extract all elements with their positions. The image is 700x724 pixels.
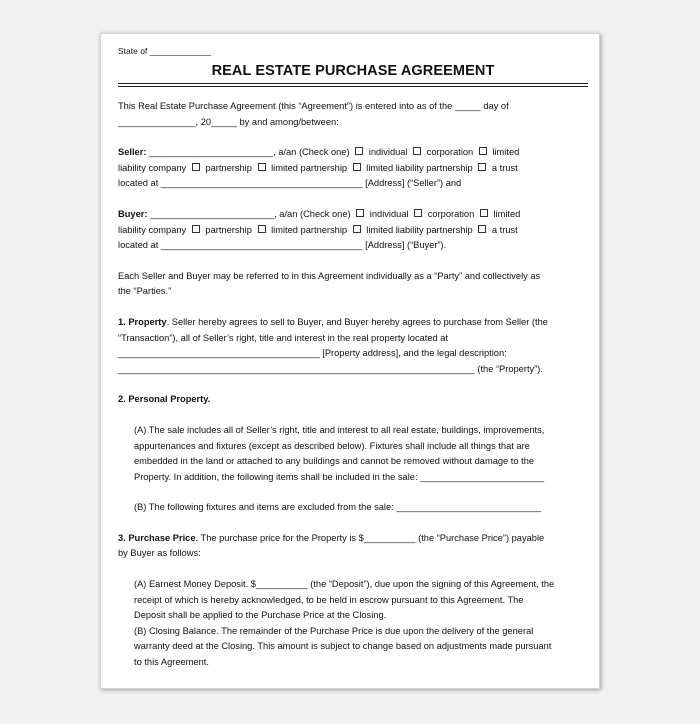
buyer-trust-checkbox[interactable] (478, 225, 486, 233)
parties-line-2: the “Parties.” (118, 286, 172, 297)
buyer-limited-partnership-checkbox[interactable] (258, 225, 266, 233)
personal-a-line-2: appurtenances and fixtures (except as described below). Fixtures shall include all things that are (134, 440, 530, 451)
seller-line-2 (118, 161, 588, 177)
closing-balance-line-2: warranty deed at the Closing. This amount is subject to change based on adjustments made pursuant (134, 641, 552, 652)
personal-property-heading (118, 392, 588, 408)
seller-limited-label: limited (492, 147, 520, 158)
seller-llp-label: limited liability partnership (366, 162, 473, 173)
personal-a-line-3: embedded in the land or attached to any buildings and cannot be removed without damage to the (134, 456, 535, 467)
seller-name-blank: ________________________, a/an (Check one) (146, 147, 353, 158)
document-content (118, 45, 588, 671)
intro-line-1: This Real Estate Purchase Agreement (this “Agreement”) is entered into as of the _____ day of (118, 101, 509, 111)
parties-line-1: Each Seller and Buyer may be referred to in this Agreement individually as a “Party” and collectively as (118, 270, 541, 281)
document-title: REAL ESTATE PURCHASE AGREEMENT (211, 63, 495, 79)
title-rule-thick (118, 83, 588, 84)
purchase-price-line-2: by Buyer as follows: (118, 548, 201, 559)
personal-a-line-1: (A) The sale includes all of Seller’s right, title and interest to all real estate, buildings, improvements, (134, 424, 545, 435)
purchase-price-line-1 (118, 531, 588, 547)
seller-line-1 (118, 145, 588, 161)
buyer-name-blank: ________________________, a/an (Check one) (147, 208, 354, 219)
property-text-1: . Seller hereby agrees to sell to Buyer, and Buyer hereby agrees to purchase from Seller (the (166, 316, 548, 327)
buyer-limited-partnership-label: limited partnership (271, 224, 348, 235)
deposit-line-3: Deposit shall be applied to the Purchase Price at the Closing. (134, 610, 387, 621)
intro-line-2: _______________, 20_____ by and among/between: (118, 116, 339, 127)
seller-partnership-label: partnership (205, 162, 252, 173)
seller-trust-label: a trust (491, 162, 518, 173)
buyer-llp-checkbox[interactable] (353, 225, 361, 233)
purchase-price-heading: 3. Purchase Price (118, 532, 196, 543)
buyer-llp-label: limited liability partnership (366, 224, 473, 235)
buyer-individual-label: individual (369, 208, 409, 219)
personal-b-line: (B) The following fixtures and items are excluded from the sale: ____________________________ (134, 502, 542, 513)
buyer-llc-label: liability company (118, 224, 187, 235)
purchase-price-text-1: . The purchase price for the Property is $__________ (the “Purchase Price”) payable (195, 532, 545, 543)
buyer-trust-label: a trust (491, 224, 518, 235)
seller-individual-label: individual (368, 147, 408, 158)
buyer-label: Buyer: (118, 208, 148, 219)
closing-balance-line-1: (B) Closing Balance. The remainder of the Purchase Price is due upon the delivery of the general (134, 625, 534, 636)
seller-partnership-checkbox[interactable] (192, 163, 200, 171)
property-line-1 (118, 315, 588, 331)
property-line-2: “Transaction”), all of Seller’s right, title and interest in the real property located at (118, 332, 449, 343)
seller-limited-checkbox[interactable] (479, 147, 487, 155)
buyer-individual-checkbox[interactable] (356, 209, 364, 217)
seller-trust-checkbox[interactable] (478, 163, 486, 171)
deposit-line-2: receipt of which is hereby acknowledged, to be held in escrow pursuant to this Agreement. The (134, 594, 524, 605)
seller-corporation-label: corporation (426, 147, 474, 158)
buyer-limited-label: limited (493, 208, 521, 219)
seller-llp-checkbox[interactable] (353, 163, 361, 171)
deposit-line-1: (A) Earnest Money Deposit. $__________ (the “Deposit”), due upon the signing of this Agreement, the (134, 579, 555, 590)
buyer-address-line: located at _______________________________________ [Address] (“Buyer”). (118, 240, 447, 251)
personal-a-line-4: Property. In addition, the following items shall be included in the sale: ________________________ (134, 471, 545, 482)
seller-corporation-checkbox[interactable] (413, 147, 421, 155)
property-heading: 1. Property (118, 316, 167, 327)
seller-address-line: located at _______________________________________ [Address] (“Seller”) and (118, 178, 462, 189)
buyer-partnership-checkbox[interactable] (192, 225, 200, 233)
buyer-line-1 (118, 207, 588, 223)
buyer-limited-checkbox[interactable] (480, 209, 488, 217)
seller-limited-partnership-checkbox[interactable] (258, 163, 266, 171)
property-line-3: _______________________________________ [Property address], and the legal description: (118, 348, 507, 359)
personal-property-heading-text: 2. Personal Property. (118, 394, 211, 405)
buyer-partnership-label: partnership (205, 224, 252, 235)
property-line-4: _____________________________________________________________________ (the “Property”). (118, 363, 543, 374)
buyer-corporation-checkbox[interactable] (414, 209, 422, 217)
seller-limited-partnership-label: limited partnership (271, 162, 348, 173)
seller-llc-label: liability company (118, 162, 187, 173)
closing-balance-line-3: to this Agreement. (134, 657, 209, 668)
state-of-line: State of _____________ (118, 46, 212, 56)
seller-label: Seller: (118, 147, 147, 158)
buyer-corporation-label: corporation (427, 208, 475, 219)
document-page (100, 33, 600, 689)
seller-individual-checkbox[interactable] (355, 147, 363, 155)
buyer-line-2 (118, 223, 588, 239)
